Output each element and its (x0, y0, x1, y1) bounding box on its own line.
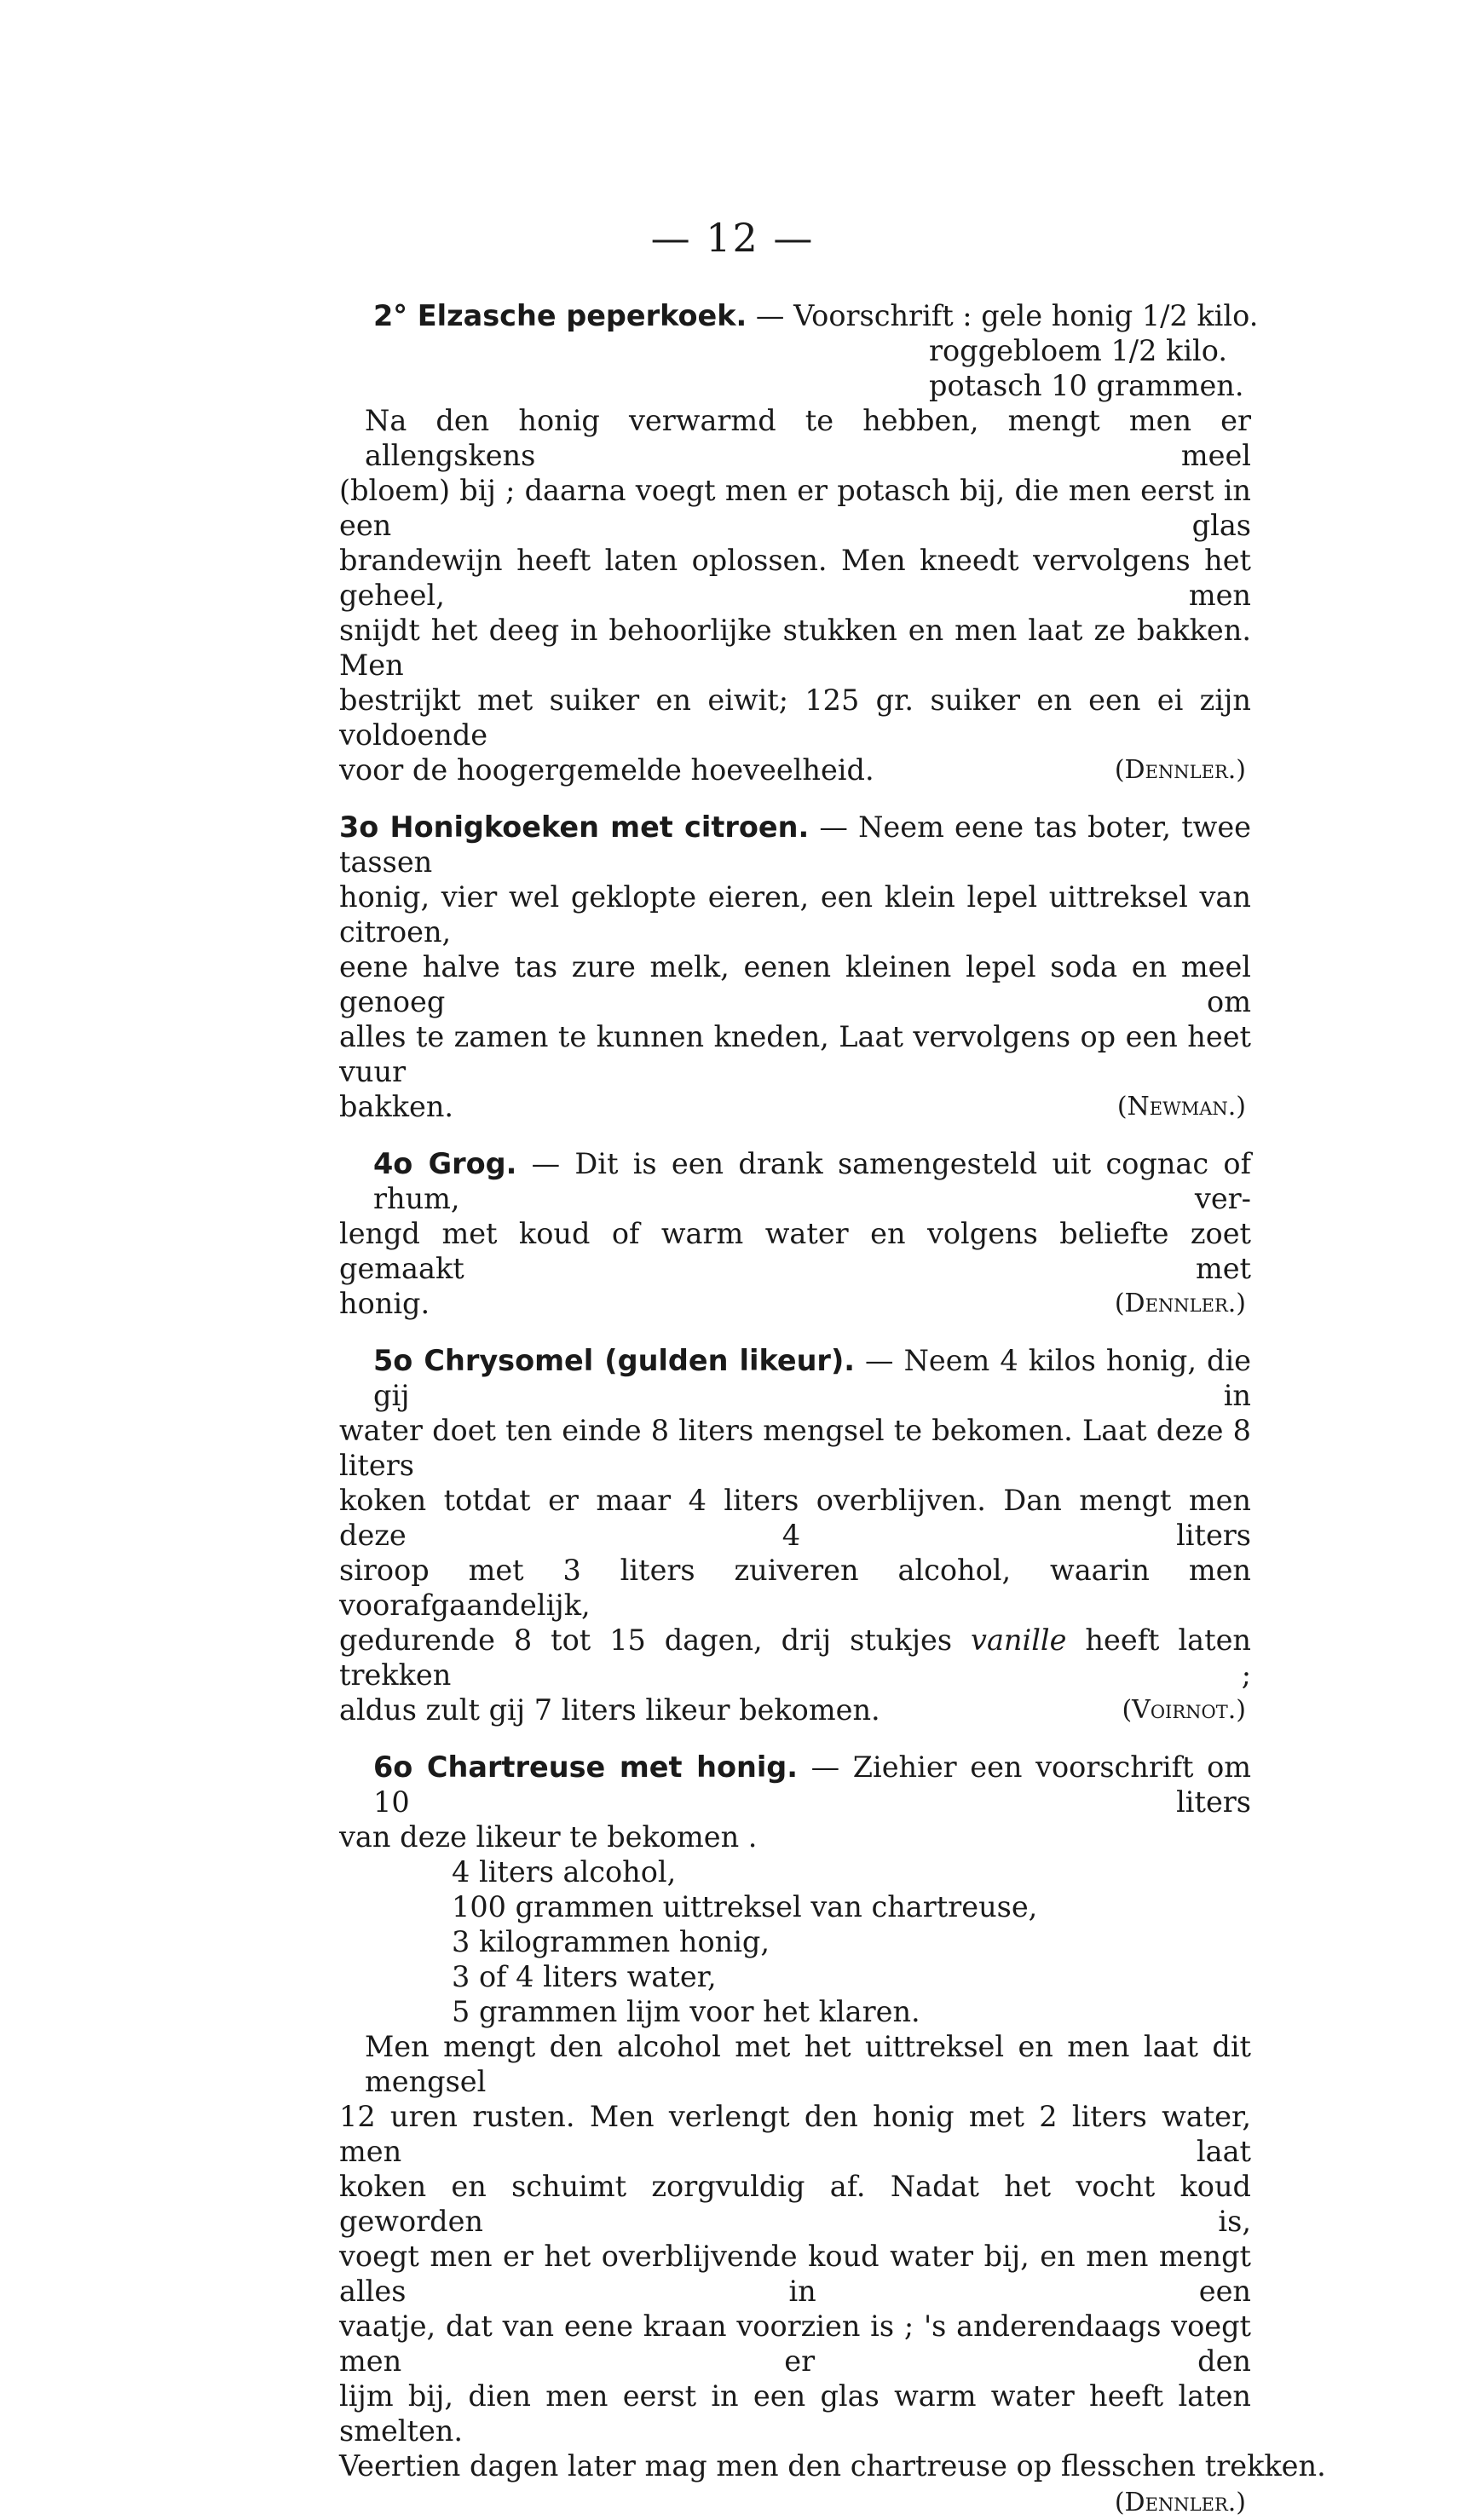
ingredient-line: potasch 10 grammen. (929, 369, 1244, 402)
recipe-heading: 4o Grog. (373, 1147, 517, 1180)
recipe-heading: 2° Elzasche peperkoek. (373, 299, 747, 332)
text-line: water doet ten einde 8 liters mengsel te bekomen. Laat deze 8 liters (339, 1414, 1251, 1482)
recipe-heading: 3o Honigkoeken met citroen. (339, 810, 810, 844)
ingredient-line: 3 kilogrammen honig, (452, 1925, 770, 1958)
text-line: siroop met 3 liters zuiveren alcohol, waarin men voorafgaandelijk, (339, 1554, 1251, 1622)
text-line: bakken. (339, 1090, 454, 1123)
source-attribution: (Voirnot.) (1122, 1695, 1246, 1725)
text-line: — Dit is een drank samengesteld uit cognac of rhum, ver- (373, 1147, 1251, 1215)
text-line: gedurende 8 tot 15 dagen, drij stukjes vanille heeft laten trekken ; (339, 1623, 1252, 1692)
text-line: Men mengt den alcohol met het uittreksel en men laat dit mengsel (365, 2030, 1251, 2098)
text-line: — Ziehier een voorschrift om 10 liters (373, 1750, 1252, 1819)
text-line: koken en schuimt zorgvuldig af. Nadat het vocht koud geworden is, (339, 2170, 1251, 2238)
source-attribution: (Dennler.) (1114, 2488, 1246, 2517)
text-line: vaatje, dat van eene kraan voorzien is ; 's anderendaags voegt men er den (339, 2310, 1251, 2378)
recipe-heading: 6o Chartreuse met honig. (373, 1750, 799, 1784)
recipe-section-5 (339, 1343, 1251, 1727)
ingredient-line: 4 liters alcohol, (452, 1855, 677, 1889)
text-line: — Neem eene tas boter, twee tassen (339, 810, 1251, 879)
ingredient-line: 5 grammen lijm voor het klaren. (452, 1995, 920, 2028)
text-line: honig. (339, 1287, 430, 1320)
text-line: voegt men er het overblijvende koud water bij, en men mengt alles in een (339, 2240, 1251, 2308)
recipe-section-3 (339, 810, 1251, 1124)
text-line: alles te zamen te kunnen kneden, Laat vervolgens op een heet vuur (339, 1020, 1251, 1088)
text-line: koken totdat er maar 4 liters overblijven. Dan mengt men deze 4 liters (339, 1484, 1251, 1552)
text-line: eene halve tas zure melk, eenen kleinen lepel soda en meel genoeg om (339, 950, 1251, 1018)
text-line: honig, vier wel geklopte eieren, een klein lepel uittreksel van citroen, (339, 880, 1251, 949)
text-line: (bloem) bij ; daarna voegt men er potasch bij, die men eerst in een glas (339, 474, 1251, 542)
source-attribution: (Newman.) (1116, 1092, 1246, 1122)
source-attribution: (Dennler.) (1114, 755, 1246, 785)
text-line: bestrijkt met suiker en eiwit; 125 gr. suiker en een ei zijn voldoende (339, 683, 1251, 752)
ingredient-line: roggebloem 1/2 kilo. (929, 334, 1227, 367)
page-body (339, 298, 1326, 2520)
recipe-heading: 5o Chrysomel (gulden likeur). (373, 1344, 855, 1377)
recipe-section-4 (339, 1146, 1251, 1321)
text-line: lijm bij, dien men eerst in een glas warm water heeft laten smelten. (339, 2379, 1251, 2448)
recipe-section-2 (339, 298, 1259, 787)
recipe-intro: — Voorschrift : gele honig 1/2 kilo. (747, 299, 1259, 332)
page-number: — 12 — (650, 215, 815, 261)
ingredient-line: 3 of 4 liters water, (452, 1960, 717, 1993)
text-line: Veertien dagen later mag men den chartreuse op flesschen trekken. (339, 2449, 1326, 2483)
text-line: lengd met koud of warm water en volgens beliefte zoet gemaakt met (339, 1217, 1251, 1285)
text-line: snijdt het deeg in behoorlijke stukken en men laat ze bakken. Men (339, 614, 1251, 682)
text-line: van deze likeur te bekomen . (339, 1820, 758, 1854)
recipe-section-6 (339, 1750, 1326, 2520)
text-line: 12 uren rusten. Men verlengt den honig met 2 liters water, men laat (339, 2100, 1251, 2168)
text-line: brandewijn heeft laten oplossen. Men kneedt vervolgens het geheel, men (339, 544, 1251, 612)
text-line: aldus zult gij 7 liters likeur bekomen. (339, 1693, 880, 1727)
text-line: Na den honig verwarmd te hebben, mengt men er allengskens meel (365, 404, 1251, 472)
text-line: voor de hoogergemelde hoeveelheid. (339, 753, 874, 787)
source-attribution: (Dennler.) (1114, 1289, 1246, 1318)
italic-word: vanille (971, 1623, 1067, 1657)
text-line: — Neem 4 kilos honig, die gij in (373, 1344, 1251, 1412)
ingredient-line: 100 grammen uittreksel van chartreuse, (452, 1890, 1038, 1923)
